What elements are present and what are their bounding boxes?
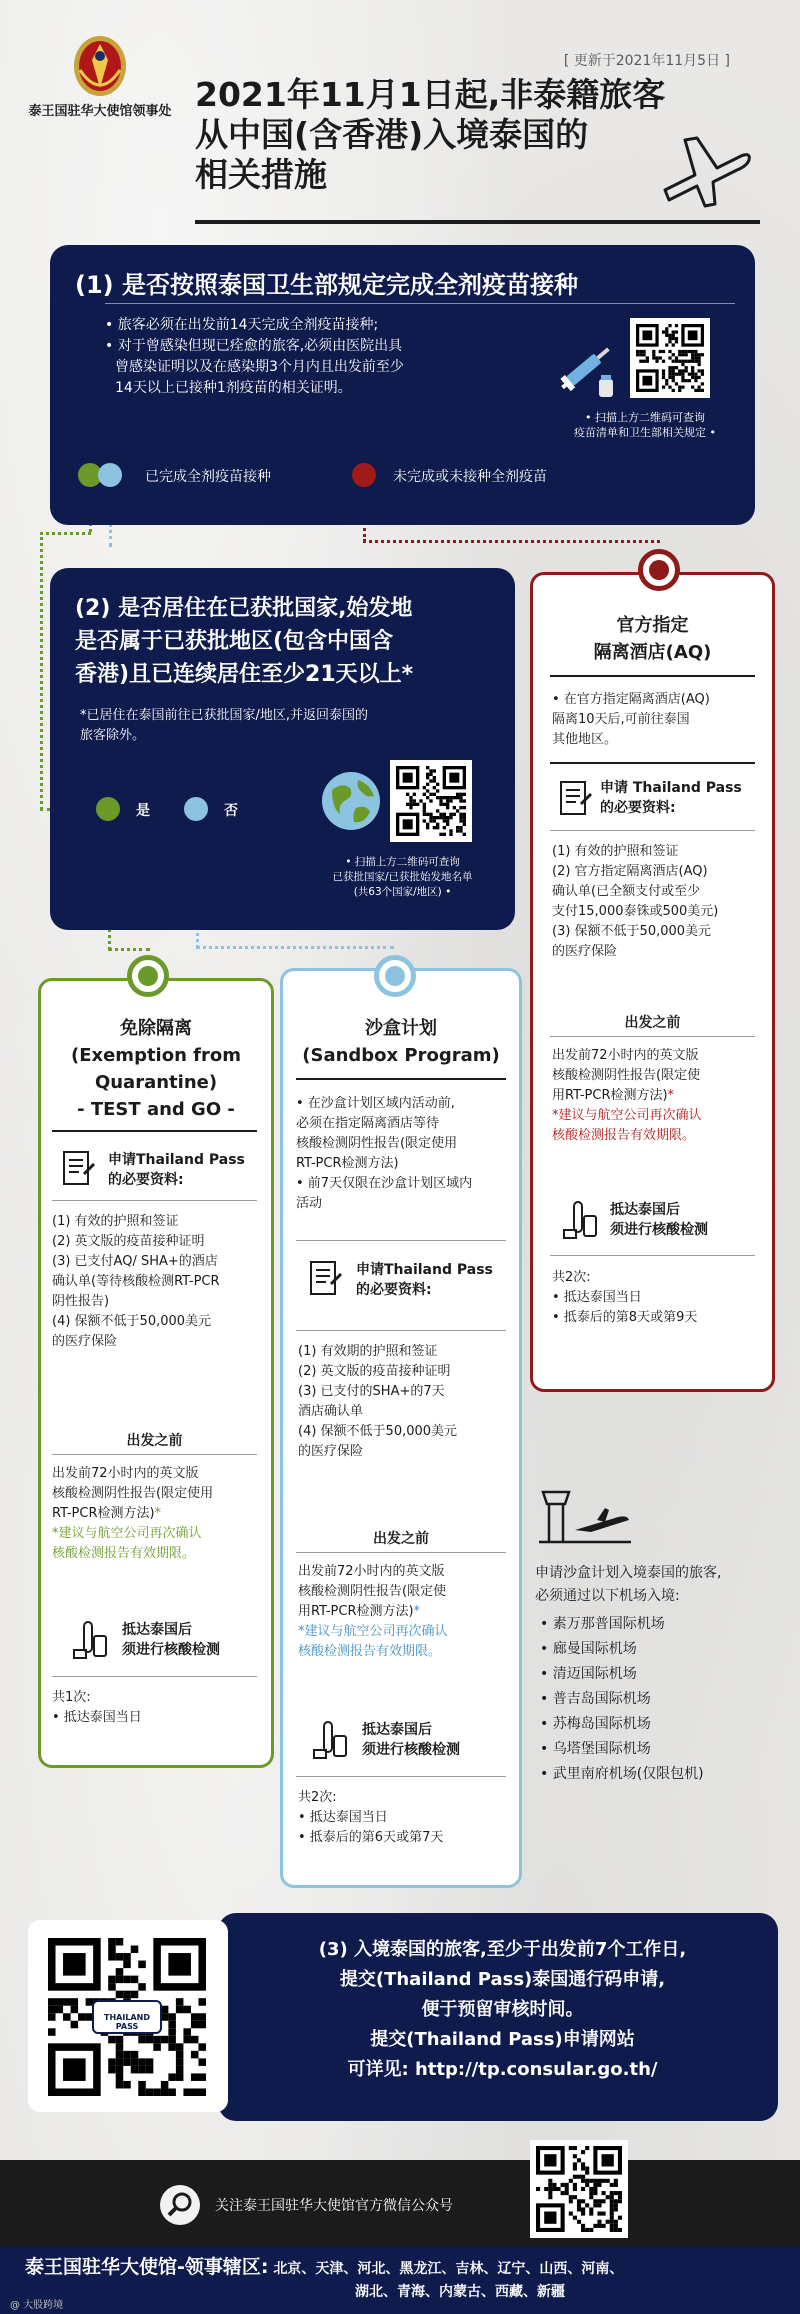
divider — [550, 762, 755, 764]
airport-item: • 普吉岛国际机场 — [540, 1691, 651, 1707]
divider — [550, 1036, 755, 1037]
section-3-line: 提交(Thailand Pass)泰国通行码申请, — [339, 1969, 666, 1990]
title-line: 隔离酒店(AQ) — [593, 642, 712, 663]
qr-caption-line: 疫苗清单和卫生部相关规定 • — [574, 426, 716, 439]
bullet-line: • 旅客必须在出发前14天完成全剂疫苗接种; — [105, 317, 379, 333]
arrive-line: 须进行核酸检测 — [362, 1742, 460, 1758]
aq-desc — [552, 690, 757, 750]
exemption-title — [48, 1015, 264, 1123]
section-2-title — [75, 592, 505, 691]
before-line — [298, 1602, 513, 1622]
section-1-divider — [105, 303, 735, 304]
before-star: * — [413, 1604, 421, 1619]
pass-title-line: 申请Thailand Pass — [108, 1152, 245, 1168]
before-star: * — [667, 1088, 675, 1103]
before-line: 核酸检测阴性报告(限定使用 — [52, 1486, 214, 1501]
doc-line: 酒店确认单 — [298, 1404, 364, 1419]
title-line-3: 相关措施 — [195, 155, 327, 194]
desc-line: • 前7天仅限在沙盒计划区域内 — [296, 1176, 473, 1191]
divider — [550, 830, 755, 831]
before-line-text: RT-PCR检测方法) — [52, 1506, 155, 1521]
divider — [550, 675, 755, 677]
search-icon — [160, 2185, 200, 2225]
doc-line: (3) 已支付的SHA+的7天 — [298, 1384, 445, 1399]
exemption-before-title: 出发之前 — [126, 1433, 183, 1449]
document-checklist-icon — [305, 1258, 345, 1298]
vaccine-qr-code[interactable] — [630, 318, 710, 398]
note-line: 旅客除外。 — [80, 728, 146, 743]
embassy-label: 泰王国驻华大使馆领事处 — [28, 104, 172, 119]
document-checklist-icon — [555, 778, 595, 818]
connector-green — [40, 532, 91, 535]
aq-times — [552, 1268, 757, 1328]
desc-line: 核酸检测阴性报告(限定使用 — [296, 1136, 458, 1151]
time-line: • 抵泰后的第8天或第9天 — [552, 1310, 698, 1325]
desc-line: RT-PCR检测方法) — [296, 1156, 399, 1171]
arrive-line: 须进行核酸检测 — [122, 1642, 220, 1658]
total-line: 共2次: — [298, 1790, 337, 1805]
desc-line: 活动 — [296, 1196, 323, 1211]
doc-line: 的医疗保险 — [52, 1334, 118, 1349]
doc-line: (3) 保额不低于50,000美元 — [552, 924, 712, 939]
warn-line: 核酸检测报告有效期限。 — [52, 1546, 196, 1561]
warn-line: 核酸检测报告有效期限。 — [552, 1128, 696, 1143]
arrive-line: 抵达泰国后 — [362, 1722, 432, 1738]
exemption-docs — [52, 1212, 262, 1352]
before-line: 出发前72小时内的英文版 — [298, 1564, 445, 1579]
title-line: 沙盒计划 — [365, 1018, 437, 1039]
time-line: • 抵达泰国当日 — [552, 1290, 642, 1305]
update-note: [ 更新于2021年11月5日 ] — [563, 53, 730, 69]
before-star: * — [154, 1506, 162, 1521]
doc-line: 确认单(等待核酸检测RT-PCR — [52, 1274, 220, 1289]
doc-line: 支付15,000泰铢或500美元) — [552, 904, 719, 919]
time-line: • 抵泰后的第6天或第7天 — [298, 1830, 444, 1845]
divider — [52, 1676, 257, 1677]
doc-line: (3) 已支付AQ/ SHA+的酒店 — [52, 1254, 218, 1269]
approved-countries-qr-code[interactable] — [390, 760, 472, 842]
doc-line: 阴性报告) — [52, 1294, 110, 1309]
sandbox-before-text — [298, 1562, 513, 1662]
before-line: 核酸检测阴性报告(限定使 — [298, 1584, 447, 1599]
desc-line: 隔离10天后,可前往泰国 — [552, 712, 690, 727]
legend-blue-dot — [98, 463, 122, 487]
title-line: (2) 是否居住在已获批国家,始发地 — [75, 596, 413, 621]
thailand-pass-logo: THAILAND PASS — [92, 2000, 162, 2034]
section-3-text — [250, 1935, 755, 2085]
pass-title-line: 申请Thailand Pass — [356, 1262, 493, 1278]
time-line: • 抵达泰国当日 — [52, 1710, 142, 1725]
airport-item: • 素万那普国际机场 — [540, 1616, 665, 1632]
sandbox-title — [290, 1015, 512, 1069]
note-line: *已居住在泰国前往已获批国家/地区,并返回泰国的 — [80, 708, 369, 723]
wechat-qr-code[interactable] — [530, 2140, 628, 2238]
aq-title — [545, 612, 760, 666]
desc-line: • 在沙盒计划区域内活动前, — [296, 1096, 455, 1111]
before-line — [552, 1086, 757, 1106]
connector-red — [363, 540, 660, 543]
doc-line: (2) 英文版的疫苗接种证明 — [298, 1364, 451, 1379]
bullet-line: • 对于曾感染但现已痊愈的旅客,必须由医院出具 — [105, 338, 403, 354]
doc-line: (1) 有效的护照和签证 — [552, 844, 679, 859]
divider — [52, 1200, 257, 1201]
desc-line: 必须在指定隔离酒店等待 — [296, 1116, 440, 1131]
section-3-line: 便于预留审核时间。 — [421, 1999, 584, 2020]
doc-line: (4) 保额不低于50,000美元 — [52, 1314, 212, 1329]
divider — [296, 1240, 506, 1241]
total-line: 共1次: — [52, 1690, 91, 1705]
title-line: (Sandbox Program) — [302, 1045, 500, 1066]
bullet-line: 曾感染证明以及在感染期3个月内且出发前至少 — [115, 359, 404, 375]
warn-line: *建议与航空公司再次确认 — [298, 1624, 448, 1639]
arrive-line: 抵达泰国后 — [610, 1202, 680, 1218]
exemption-times — [52, 1688, 257, 1728]
title-line-2: 从中国(含香港)入境泰国的 — [195, 115, 589, 154]
pcr-test-icon — [70, 1620, 110, 1660]
airport-item: • 乌塔堡国际机场 — [540, 1741, 651, 1757]
exemption-arrive-text — [122, 1620, 262, 1660]
no-label: 否 — [224, 803, 238, 819]
before-line-text: 用RT-PCR检测方法) — [298, 1604, 414, 1619]
section-1-title: (1) 是否按照泰国卫生部规定完成全剂疫苗接种 — [75, 271, 578, 299]
qr-caption — [550, 410, 740, 440]
aq-ring-marker — [638, 549, 680, 591]
no-blue-dot — [184, 797, 208, 821]
pcr-test-icon — [310, 1720, 350, 1760]
globe-icon — [320, 770, 382, 832]
jurisdiction-title: 泰王国驻华大使馆-领事辖区: — [25, 2256, 269, 2278]
warn-line: *建议与航空公司再次确认 — [52, 1526, 202, 1541]
pass-title-line: 的必要资料: — [600, 800, 676, 816]
doc-line: 的医疗保险 — [552, 944, 618, 959]
legend-not-vaccinated: 未完成或未接种全剂疫苗 — [393, 469, 547, 485]
airport-item: • 廊曼国际机场 — [540, 1641, 637, 1657]
pass-title-line: 的必要资料: — [356, 1282, 432, 1298]
title-line-1: 2021年11月1日起,非泰籍旅客 — [195, 75, 666, 114]
exemption-ring-marker — [127, 955, 169, 997]
arrive-line: 须进行核酸检测 — [610, 1222, 708, 1238]
divider — [52, 1130, 257, 1132]
connector-green — [108, 948, 150, 951]
divider — [296, 1330, 506, 1331]
intro-line: 必须通过以下机场入境: — [535, 1588, 680, 1604]
desc-line: • 在官方指定隔离酒店(AQ) — [552, 692, 710, 707]
title-line: (Exemption from — [70, 1045, 242, 1066]
sandbox-desc — [296, 1094, 511, 1214]
divider — [296, 1776, 506, 1777]
exemption-pass-title — [108, 1150, 268, 1190]
before-line: 出发前72小时内的英文版 — [52, 1466, 199, 1481]
connector-green — [40, 532, 43, 810]
doc-line: (1) 有效的护照和签证 — [52, 1214, 179, 1229]
title-line: 免除隔离 — [120, 1018, 192, 1039]
consular-jurisdiction — [25, 2256, 785, 2304]
qr-caption-line: 已获批国家/已获批始发地名单 — [332, 871, 473, 883]
doc-line: (2) 英文版的疫苗接种证明 — [52, 1234, 205, 1249]
doc-line: (2) 官方指定隔离酒店(AQ) — [552, 864, 708, 879]
legend-vaccinated: 已完成全剂疫苗接种 — [145, 469, 271, 485]
aq-before-text — [552, 1046, 757, 1146]
pass-title-line: 申请 Thailand Pass — [600, 780, 742, 796]
aq-pass-title — [600, 778, 760, 818]
qr-caption-line: • 扫描上方二维码可查询 — [345, 856, 460, 868]
divider — [296, 1078, 506, 1080]
exemption-before-text — [52, 1464, 262, 1564]
divider — [52, 1454, 257, 1455]
pcr-test-icon — [560, 1200, 600, 1240]
before-line — [52, 1504, 262, 1524]
section-3-line: (3) 入境泰国的旅客,至少于出发前7个工作日, — [318, 1939, 687, 1960]
qr-caption-line: (共63个国家/地区) • — [353, 886, 452, 898]
sandbox-ring-marker — [374, 955, 416, 997]
page-title — [195, 75, 715, 195]
pass-title-line: 的必要资料: — [108, 1172, 184, 1188]
sandbox-docs — [298, 1342, 513, 1462]
arrive-line: 抵达泰国后 — [122, 1622, 192, 1638]
time-line: • 抵达泰国当日 — [298, 1810, 388, 1825]
title-line: 是否属于已获批地区(包含中国含 — [75, 629, 394, 654]
section-2-note — [80, 706, 480, 746]
jurisdiction-regions: 北京、天津、河北、黑龙江、吉林、辽宁、山西、河南、 — [273, 2261, 624, 2277]
bullet-line: 14天以上已接种1剂疫苗的相关证明。 — [115, 380, 352, 396]
divider — [296, 1552, 506, 1553]
sandbox-pass-title — [356, 1260, 516, 1300]
aq-docs — [552, 842, 757, 962]
airport-item: • 武里南府机场(仅限包机) — [540, 1766, 704, 1782]
thailand-pass-qr-code[interactable] — [48, 1938, 206, 2096]
section-3-line: 提交(Thailand Pass)申请网站 — [370, 2029, 635, 2050]
airplane-icon — [655, 120, 755, 210]
airports-list — [540, 1612, 780, 1787]
doc-line: (4) 保额不低于50,000美元 — [298, 1424, 458, 1439]
before-line-text: 用RT-PCR检测方法) — [552, 1088, 668, 1103]
before-line: 出发前72小时内的英文版 — [552, 1048, 699, 1063]
before-line: 核酸检测阴性报告(限定使 — [552, 1068, 701, 1083]
document-checklist-icon — [58, 1148, 98, 1188]
intro-line: 申请沙盒计划入境泰国的旅客, — [535, 1565, 722, 1581]
doc-line: 确认单(已全额支付或至少 — [552, 884, 701, 899]
section-1-bullets — [105, 315, 495, 399]
warn-line: *建议与航空公司再次确认 — [552, 1108, 702, 1123]
vaccine-syringe-icon — [555, 335, 620, 400]
jurisdiction-line-1 — [25, 2256, 785, 2281]
yes-green-dot — [96, 797, 120, 821]
aq-arrive-text — [610, 1200, 760, 1240]
doc-line: 的医疗保险 — [298, 1444, 364, 1459]
sandbox-before-title: 出发之前 — [373, 1531, 429, 1547]
warn-line: 核酸检测报告有效期限。 — [298, 1644, 442, 1659]
jurisdiction-line-2: 湖北、青海、内蒙古、西藏、新疆 — [355, 2284, 565, 2300]
qr-caption-line: • 扫描上方二维码可查询 — [585, 411, 705, 424]
sandbox-arrive-text — [362, 1720, 512, 1760]
thailand-pass-link[interactable]: 可详见: http://tp.consular.go.th/ — [347, 2059, 658, 2080]
qr-caption — [315, 855, 490, 900]
watermark: @ 大股跨境 — [10, 2300, 64, 2311]
doc-line: (1) 有效期的护照和签证 — [298, 1344, 438, 1359]
title-line: - TEST and GO - — [77, 1099, 235, 1120]
desc-line: 其他地区。 — [552, 732, 618, 747]
airport-item: • 清迈国际机场 — [540, 1666, 637, 1682]
aq-before-title: 出发之前 — [624, 1015, 681, 1031]
title-line: Quarantine) — [94, 1072, 218, 1093]
airport-tower-icon — [535, 1480, 635, 1552]
legend-red-dot — [352, 463, 376, 487]
yes-label: 是 — [136, 803, 150, 819]
divider — [550, 1255, 755, 1256]
airport-item: • 苏梅岛国际机场 — [540, 1716, 651, 1732]
connector-blue — [196, 946, 394, 949]
title-line: 香港)且已连续居住至少21天以上* — [75, 662, 414, 687]
airports-intro — [535, 1562, 780, 1608]
total-line: 共2次: — [552, 1270, 591, 1285]
thai-embassy-emblem-icon — [60, 30, 140, 100]
sandbox-times — [298, 1788, 513, 1848]
follow-wechat-text: 关注泰王国驻华大使馆官方微信公众号 — [215, 2198, 453, 2214]
title-divider — [195, 220, 760, 224]
title-line: 官方指定 — [616, 615, 689, 636]
